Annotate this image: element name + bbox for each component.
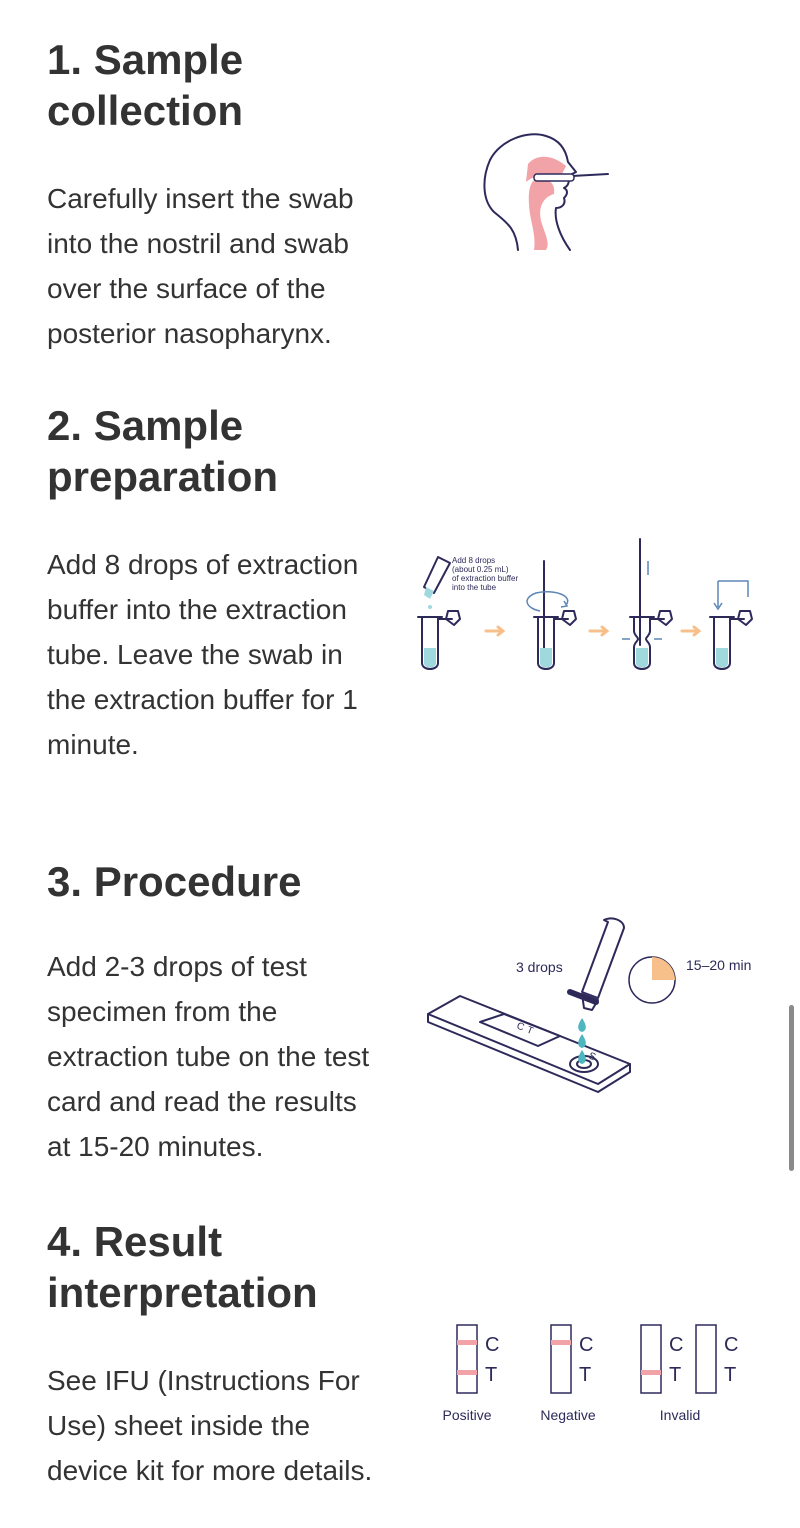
svg-text:into the tube: into the tube (452, 583, 497, 592)
drops-label: 3 drops (516, 959, 563, 975)
step-2-title: 2. Sample preparation (47, 402, 279, 500)
swab-in-tube-icon (527, 561, 576, 669)
invalid-strips (641, 1325, 738, 1423)
capped-tube-icon (710, 581, 752, 669)
svg-text:of extraction buffer: of extraction buffer (452, 574, 519, 583)
test-card-icon (420, 914, 770, 1114)
step-3-title: 3. Procedure (47, 858, 302, 905)
positive-strip (442, 1325, 499, 1423)
extraction-steps-icon (410, 535, 760, 675)
test-cassette-icon (428, 996, 630, 1092)
svg-text:C: C (724, 1334, 739, 1356)
svg-text:S: S (586, 1050, 598, 1064)
extraction-tube-icon (418, 611, 460, 669)
svg-text:T: T (524, 1024, 535, 1038)
step-2-sample-preparation (47, 400, 387, 767)
svg-text:T: T (669, 1364, 682, 1386)
result-strips-icon (435, 1320, 755, 1430)
step-1-sample-collection (47, 34, 387, 356)
step-3-procedure (47, 856, 387, 1169)
step-3-body: Add 2-3 drops of test specimen from the extraction tube on the test card and read the results at 15-20 minutes. (47, 951, 370, 1162)
squeeze-tube-icon (622, 539, 672, 669)
svg-text:C: C (669, 1334, 684, 1356)
negative-strip (540, 1325, 595, 1423)
scrollbar-thumb[interactable] (789, 1005, 794, 1171)
positive-label: Positive (442, 1407, 492, 1423)
step-1-body: Carefully insert the swab into the nostril and swab over the surface of the posterior nasopharynx. (47, 183, 354, 349)
step-2-body: Add 8 drops of extraction buffer into the extraction tube. Leave the swab in the extraction buffer for 1 minute. (47, 549, 359, 760)
step-4-title: 4. Result interpretation (47, 1218, 318, 1316)
step-1-title: 1. Sample collection (47, 36, 244, 134)
timer-icon (629, 957, 675, 1003)
svg-text:(about 0.25 mL): (about 0.25 mL) (452, 565, 509, 574)
buffer-bottle-icon (424, 557, 450, 609)
svg-text:C: C (514, 1020, 526, 1034)
svg-text:T: T (485, 1364, 498, 1386)
svg-text:Add 8 drops: Add 8 drops (452, 556, 496, 565)
svg-text:C: C (485, 1334, 500, 1356)
svg-text:T: T (724, 1364, 737, 1386)
step-4-result-interpretation (47, 1216, 387, 1493)
extraction-annotation (452, 556, 518, 592)
svg-text:T: T (579, 1364, 592, 1386)
nasal-swab-icon (480, 128, 620, 254)
step-4-body: See IFU (Instructions For Use) sheet inside the device kit for more details. (47, 1365, 373, 1486)
negative-label: Negative (540, 1407, 596, 1423)
timer-label: 15–20 min (686, 957, 752, 973)
svg-text:C: C (579, 1334, 594, 1356)
invalid-label: Invalid (659, 1407, 701, 1423)
